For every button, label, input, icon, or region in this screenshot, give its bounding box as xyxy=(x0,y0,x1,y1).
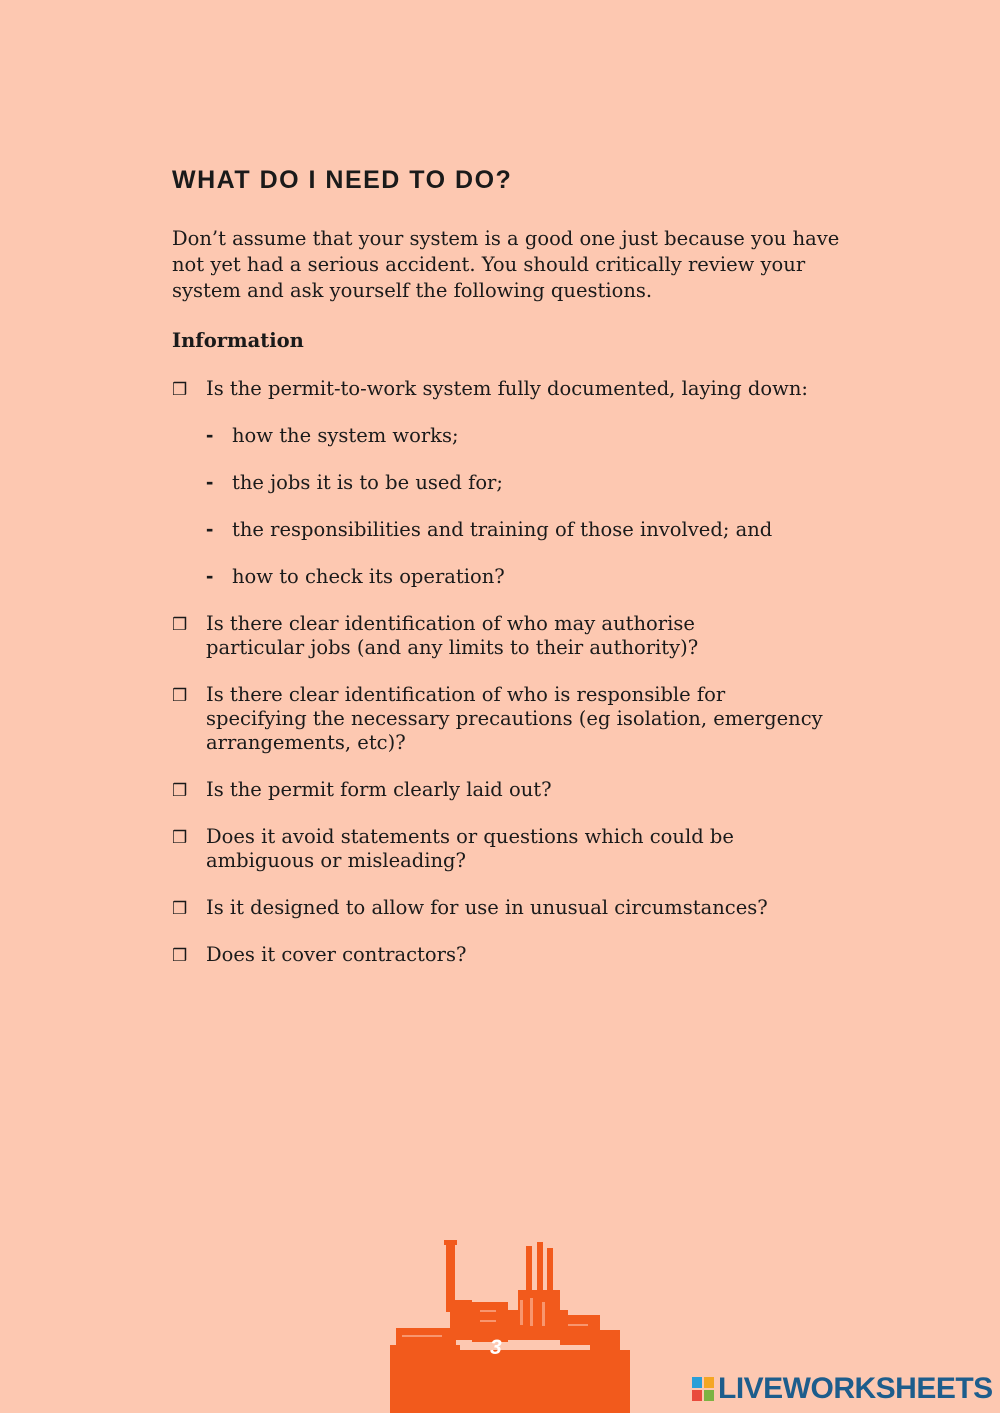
dash-bullet-icon: - xyxy=(206,563,214,588)
question-item xyxy=(172,377,852,401)
question-item xyxy=(172,683,826,755)
checkbox-icon: ❒ xyxy=(172,615,188,635)
intro-paragraph: Don’t assume that your system is a good one just because you have not yet had a serious accident. You should critically review your system and ask yourself the following questions. xyxy=(172,227,840,302)
checkbox-icon: ❒ xyxy=(172,781,188,801)
dash-bullet-icon: - xyxy=(206,469,214,494)
sub-item-text: how the system works; xyxy=(232,424,459,447)
question-item xyxy=(172,612,746,660)
checkbox-icon: ❒ xyxy=(172,828,188,848)
page-number: 3 xyxy=(490,1336,502,1359)
question-text: Is there clear identification of who is responsible for specifying the necessary precautions (eg isolation, emergency arrangements, etc)? xyxy=(206,683,823,754)
question-text: Does it avoid statements or questions which could be ambiguous or misleading? xyxy=(206,825,734,872)
sub-item xyxy=(172,424,852,448)
question-item xyxy=(172,943,852,967)
question-text: Does it cover contractors? xyxy=(206,943,467,966)
question-item xyxy=(172,778,852,802)
page-title: WHAT DO I NEED TO DO? xyxy=(172,166,513,194)
question-item xyxy=(172,896,852,920)
dash-bullet-icon: - xyxy=(206,422,214,447)
sub-item-text: the jobs it is to be used for; xyxy=(232,471,503,494)
liveworksheets-brand xyxy=(692,1372,993,1406)
checkbox-icon: ❒ xyxy=(172,380,188,400)
sub-item-text: how to check its operation? xyxy=(232,565,505,588)
checkbox-icon: ❒ xyxy=(172,946,188,966)
question-item xyxy=(172,825,786,873)
sub-item-text: the responsibilities and training of those involved; and xyxy=(232,518,773,541)
question-text: Is the permit-to-work system fully documented, laying down: xyxy=(206,377,808,400)
liveworksheets-logo-icon xyxy=(692,1377,714,1401)
checkbox-icon: ❒ xyxy=(172,899,188,919)
page-content xyxy=(172,163,852,990)
factory-silhouette-icon xyxy=(390,1240,630,1413)
sub-item xyxy=(172,471,852,495)
question-text: Is it designed to allow for use in unusual circumstances? xyxy=(206,896,768,919)
section-heading-information: Information xyxy=(172,329,304,352)
liveworksheets-wordmark: LIVEWORKSHEETS xyxy=(718,1372,993,1405)
question-text: Is there clear identification of who may authorise particular jobs (and any limits to their authority)? xyxy=(206,612,699,659)
question-text: Is the permit form clearly laid out? xyxy=(206,778,552,801)
dash-bullet-icon: - xyxy=(206,516,214,541)
checkbox-icon: ❒ xyxy=(172,686,188,706)
sub-item xyxy=(172,518,852,542)
sub-item xyxy=(172,565,852,589)
